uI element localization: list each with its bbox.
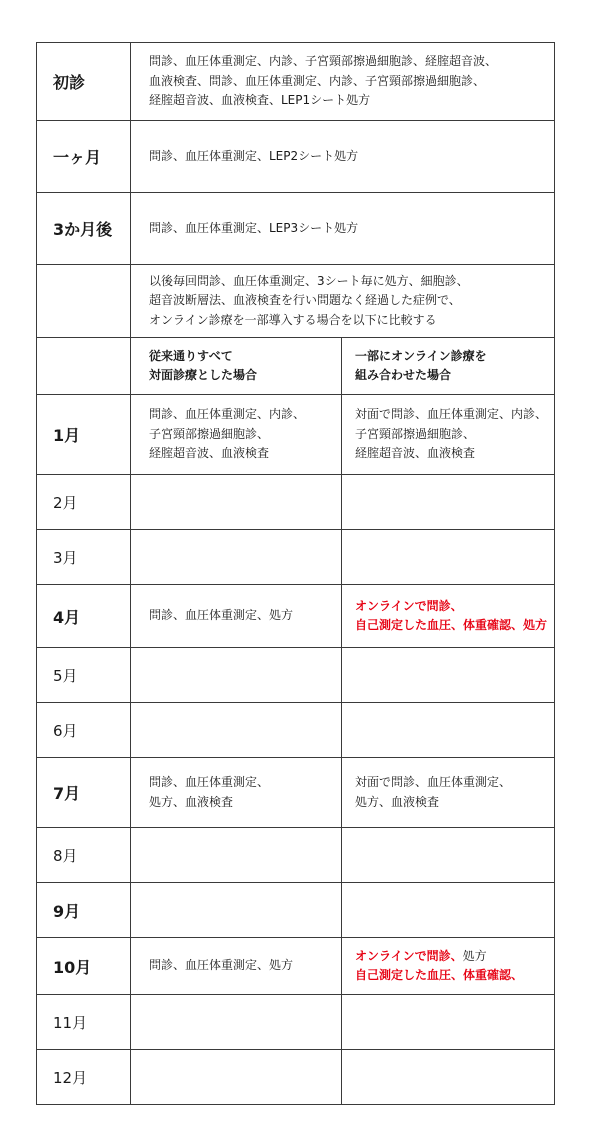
in-person-cell-2	[131, 475, 342, 530]
empty-label-cell	[37, 265, 131, 338]
month-label-7: 7月	[37, 758, 131, 828]
online-cell-6	[342, 703, 555, 758]
in-person-cell-5	[131, 648, 342, 703]
header-line: 従来通りすべて	[149, 348, 233, 363]
content-line: 対面で問診、血圧体重測定、内診、	[355, 407, 548, 422]
content-line: 問診、血圧体重測定、	[149, 775, 270, 789]
in-person-cell-1	[131, 395, 342, 475]
online-cell-1	[342, 395, 555, 475]
header-line: 対面診療とした場合	[149, 368, 258, 382]
month-label-1: 1月	[37, 395, 131, 475]
header-line: 一部にオンライン診療を	[355, 348, 487, 363]
row-content-initial-visit	[131, 43, 555, 121]
header-line: 組み合わせた場合	[355, 368, 452, 382]
note-cell	[131, 265, 555, 338]
row-label-one-month: 一ヶ月	[37, 121, 131, 193]
online-cell-9	[342, 883, 555, 938]
content-line: 処方、血液検査	[355, 794, 440, 809]
in-person-cell-7	[131, 758, 342, 828]
comparison-table	[36, 42, 555, 1105]
content-line: 子宮頸部擦過細胞診、	[355, 426, 476, 441]
content-line: 対面で問診、血圧体重測定、	[355, 775, 512, 789]
online-cell-3	[342, 530, 555, 585]
content-line: 経腟超音波、血液検査	[355, 446, 476, 461]
note-line: 超音波断層法、血液検査を行い問題なく経過した症例で、	[149, 293, 461, 308]
empty-label-cell	[37, 338, 131, 395]
content-line: 経腟超音波、血液検査	[149, 446, 270, 461]
content-line: 血液検査、問診、血圧体重測定、内診、子宮頸部擦過細胞診、	[149, 73, 486, 88]
month-label-5: 5月	[37, 648, 131, 703]
in-person-cell-6	[131, 703, 342, 758]
online-cell-5	[342, 648, 555, 703]
highlight-line: 自己測定した血圧、体重確認、	[355, 968, 524, 982]
note-line: オンライン診療を一部導入する場合を以下に比較する	[149, 312, 437, 327]
month-label-10: 10月	[37, 938, 131, 995]
month-label-11: 11月	[37, 995, 131, 1050]
month-label-2: 2月	[37, 475, 131, 530]
in-person-cell-3	[131, 530, 342, 585]
content-line: 問診、血圧体重測定、内診、	[149, 407, 306, 422]
online-cell-8	[342, 828, 555, 883]
content-line: 問診、血圧体重測定、内診、子宮頸部擦過細胞診、経腟超音波、	[149, 54, 498, 69]
online-cell-11	[342, 995, 555, 1050]
in-person-cell-4	[131, 585, 342, 648]
header-in-person	[131, 338, 342, 395]
in-person-cell-11	[131, 995, 342, 1050]
online-cell-4	[342, 585, 555, 648]
highlight-line: 自己測定した血圧、体重確認、処方	[355, 618, 548, 632]
content-line: 問診、血圧体重測定、処方	[149, 608, 294, 623]
in-person-cell-8	[131, 828, 342, 883]
online-cell-12	[342, 1050, 555, 1105]
content-line: 処方、血液検査	[149, 794, 234, 809]
month-label-3: 3月	[37, 530, 131, 585]
content-line: 経腟超音波、血液検査、LEP1シート処方	[149, 93, 371, 108]
online-cell-10	[342, 938, 555, 995]
online-cell-2	[342, 475, 555, 530]
row-label-three-months: 3か月後	[37, 193, 131, 265]
content-line: 問診、血圧体重測定、LEP3シート処方	[149, 220, 359, 235]
content-line: 問診、血圧体重測定、処方	[149, 958, 294, 973]
in-person-cell-10	[131, 938, 342, 995]
content-line: 子宮頸部擦過細胞診、	[149, 426, 270, 441]
month-label-6: 6月	[37, 703, 131, 758]
month-label-12: 12月	[37, 1050, 131, 1105]
plain-segment: 処方	[462, 948, 487, 963]
header-online	[342, 338, 555, 395]
in-person-cell-9	[131, 883, 342, 938]
month-label-8: 8月	[37, 828, 131, 883]
highlight-segment: オンラインで問診、	[355, 948, 463, 963]
month-label-4: 4月	[37, 585, 131, 648]
highlight-line: オンラインで問診、	[355, 598, 463, 613]
in-person-cell-12	[131, 1050, 342, 1105]
row-content-one-month	[131, 121, 555, 193]
content-line: 問診、血圧体重測定、LEP2シート処方	[149, 148, 359, 163]
month-label-9: 9月	[37, 883, 131, 938]
row-label-initial-visit: 初診	[37, 43, 131, 121]
mixed-line	[355, 947, 554, 967]
note-line: 以後毎回問診、血圧体重測定、3シート毎に処方、細胞診、	[149, 273, 469, 288]
row-content-three-months	[131, 193, 555, 265]
online-cell-7	[342, 758, 555, 828]
